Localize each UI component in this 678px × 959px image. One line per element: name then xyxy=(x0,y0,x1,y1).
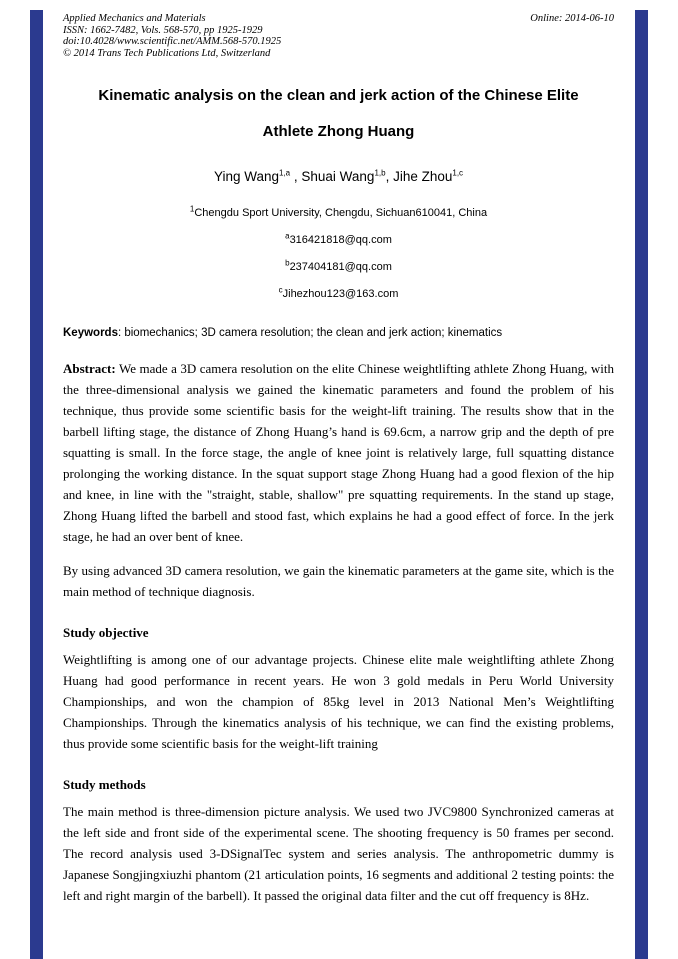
journal-issn: ISSN: 1662-7482, Vols. 568-570, pp 1925-1929 xyxy=(63,24,263,36)
journal-doi: doi:10.4028/www.scientific.net/AMM.568-570.1925 xyxy=(63,36,282,47)
section-heading-study-methods: Study methods xyxy=(63,777,146,792)
journal-info xyxy=(63,13,281,59)
keywords-text: : biomechanics; 3D camera resolution; the clean and jerk action; kinematics xyxy=(117,327,503,339)
author-3-name: Jihe Zhou xyxy=(393,169,453,184)
left-border-bar xyxy=(30,10,43,959)
author-3-superscript: 1,c xyxy=(452,168,464,178)
email-a-address: 316421818@qq.com xyxy=(289,234,392,246)
section-body-study-methods: The main method is three-dimension picture analysis. We used two JVC9800 Synchronized cameras at the left side and front side of the experimental scene. The shooting frequency is 50 frames per second. The record analysis used 3-DSignalTec system and series analysis. The anthropometric dummy is Japanese Songjingxiuzhi phantom (21 articulation points, 16 segments and additional 2 testing points: the left and right margin of the barbell). It passed the original data filter and the cut off frequency is 8Hz. xyxy=(63,804,614,903)
email-a-superscript: a xyxy=(285,231,290,241)
paper-title-line1: Kinematic analysis on the clean and jerk action of the Chinese Elite xyxy=(98,87,579,104)
intro-paragraph: By using advanced 3D camera resolution, we gain the kinematic parameters at the game site, which is the main method of technique diagnosis. xyxy=(63,563,614,599)
author-1-name: Ying Wang xyxy=(213,169,279,184)
journal-header xyxy=(63,0,614,59)
affiliation-line xyxy=(63,204,614,219)
abstract-text: We made a 3D camera resolution on the elite Chinese weightlifting athlete Zhong Huang, with the three-dimensional analysis we gained the kinematic parameters and found the problem of his technique, thus provide some scientific basis for the weight-lift training. The results show that in the barbell lifting stage, the distance of Zhong Huang’s hand is 69.6cm, a narrow grip and the depth of pre squatting is small. In the force stage, the angle of knee joint is relatively large, full squatting distance prolonging the working distance. In the squat support stage Zhong Huang had a good flexion of the hip and knee, in line with the "straight, stable, shallow" pre squatting requirements. In the stand up stage, Zhong Huang lifted the barbell and stood fast, which explains he had a good effect of force. In the jerk stage, he had an over bent of knee. xyxy=(63,361,614,544)
author-1-superscript: 1,a xyxy=(279,168,291,178)
email-c-superscript: c xyxy=(278,285,283,295)
author-2-name: Shuai Wang xyxy=(301,169,375,184)
authors-line xyxy=(63,169,614,184)
paper-title-line2: Athlete Zhong Huang xyxy=(262,123,415,140)
email-b-superscript: b xyxy=(285,258,290,268)
section-body-study-objective: Weightlifting is among one of our advantage projects. Chinese elite male weightlifting athlete Zhong Huang had good performance in recent years. He won 3 gold medals in Peru World University Championships, and won the champion of 85kg level in 2013 National Men’s Weightlifting Championships. Through the kinematics analysis of his technique, we can find the existing problems, thus provide some scientific basis for the weight-lift training xyxy=(63,652,614,751)
author-separator: , xyxy=(385,169,394,184)
affiliation-superscript: 1 xyxy=(189,204,195,214)
paper-title xyxy=(63,87,614,140)
email-c-address: Jihezhou123@163.com xyxy=(282,288,399,300)
abstract-label: Abstract: xyxy=(63,361,116,376)
email-line-b xyxy=(63,258,614,273)
author-2-superscript: 1,b xyxy=(374,168,386,178)
journal-name: Applied Mechanics and Materials xyxy=(63,13,206,24)
section-heading-study-objective: Study objective xyxy=(63,625,149,640)
email-line-c xyxy=(63,285,614,300)
email-b-address: 237404181@qq.com xyxy=(289,261,392,273)
author-separator: , xyxy=(290,169,302,184)
affiliation-text: Chengdu Sport University, Chengdu, Sichuan610041, China xyxy=(194,207,488,219)
keywords-line xyxy=(63,327,614,339)
abstract-paragraph xyxy=(63,358,614,547)
keywords-label: Keywords xyxy=(63,327,118,339)
right-border-bar xyxy=(635,10,648,959)
page-content xyxy=(63,0,614,906)
email-line-a xyxy=(63,231,614,246)
journal-copyright: © 2014 Trans Tech Publications Ltd, Switzerland xyxy=(63,47,271,59)
online-date: Online: 2014-06-10 xyxy=(530,13,614,24)
